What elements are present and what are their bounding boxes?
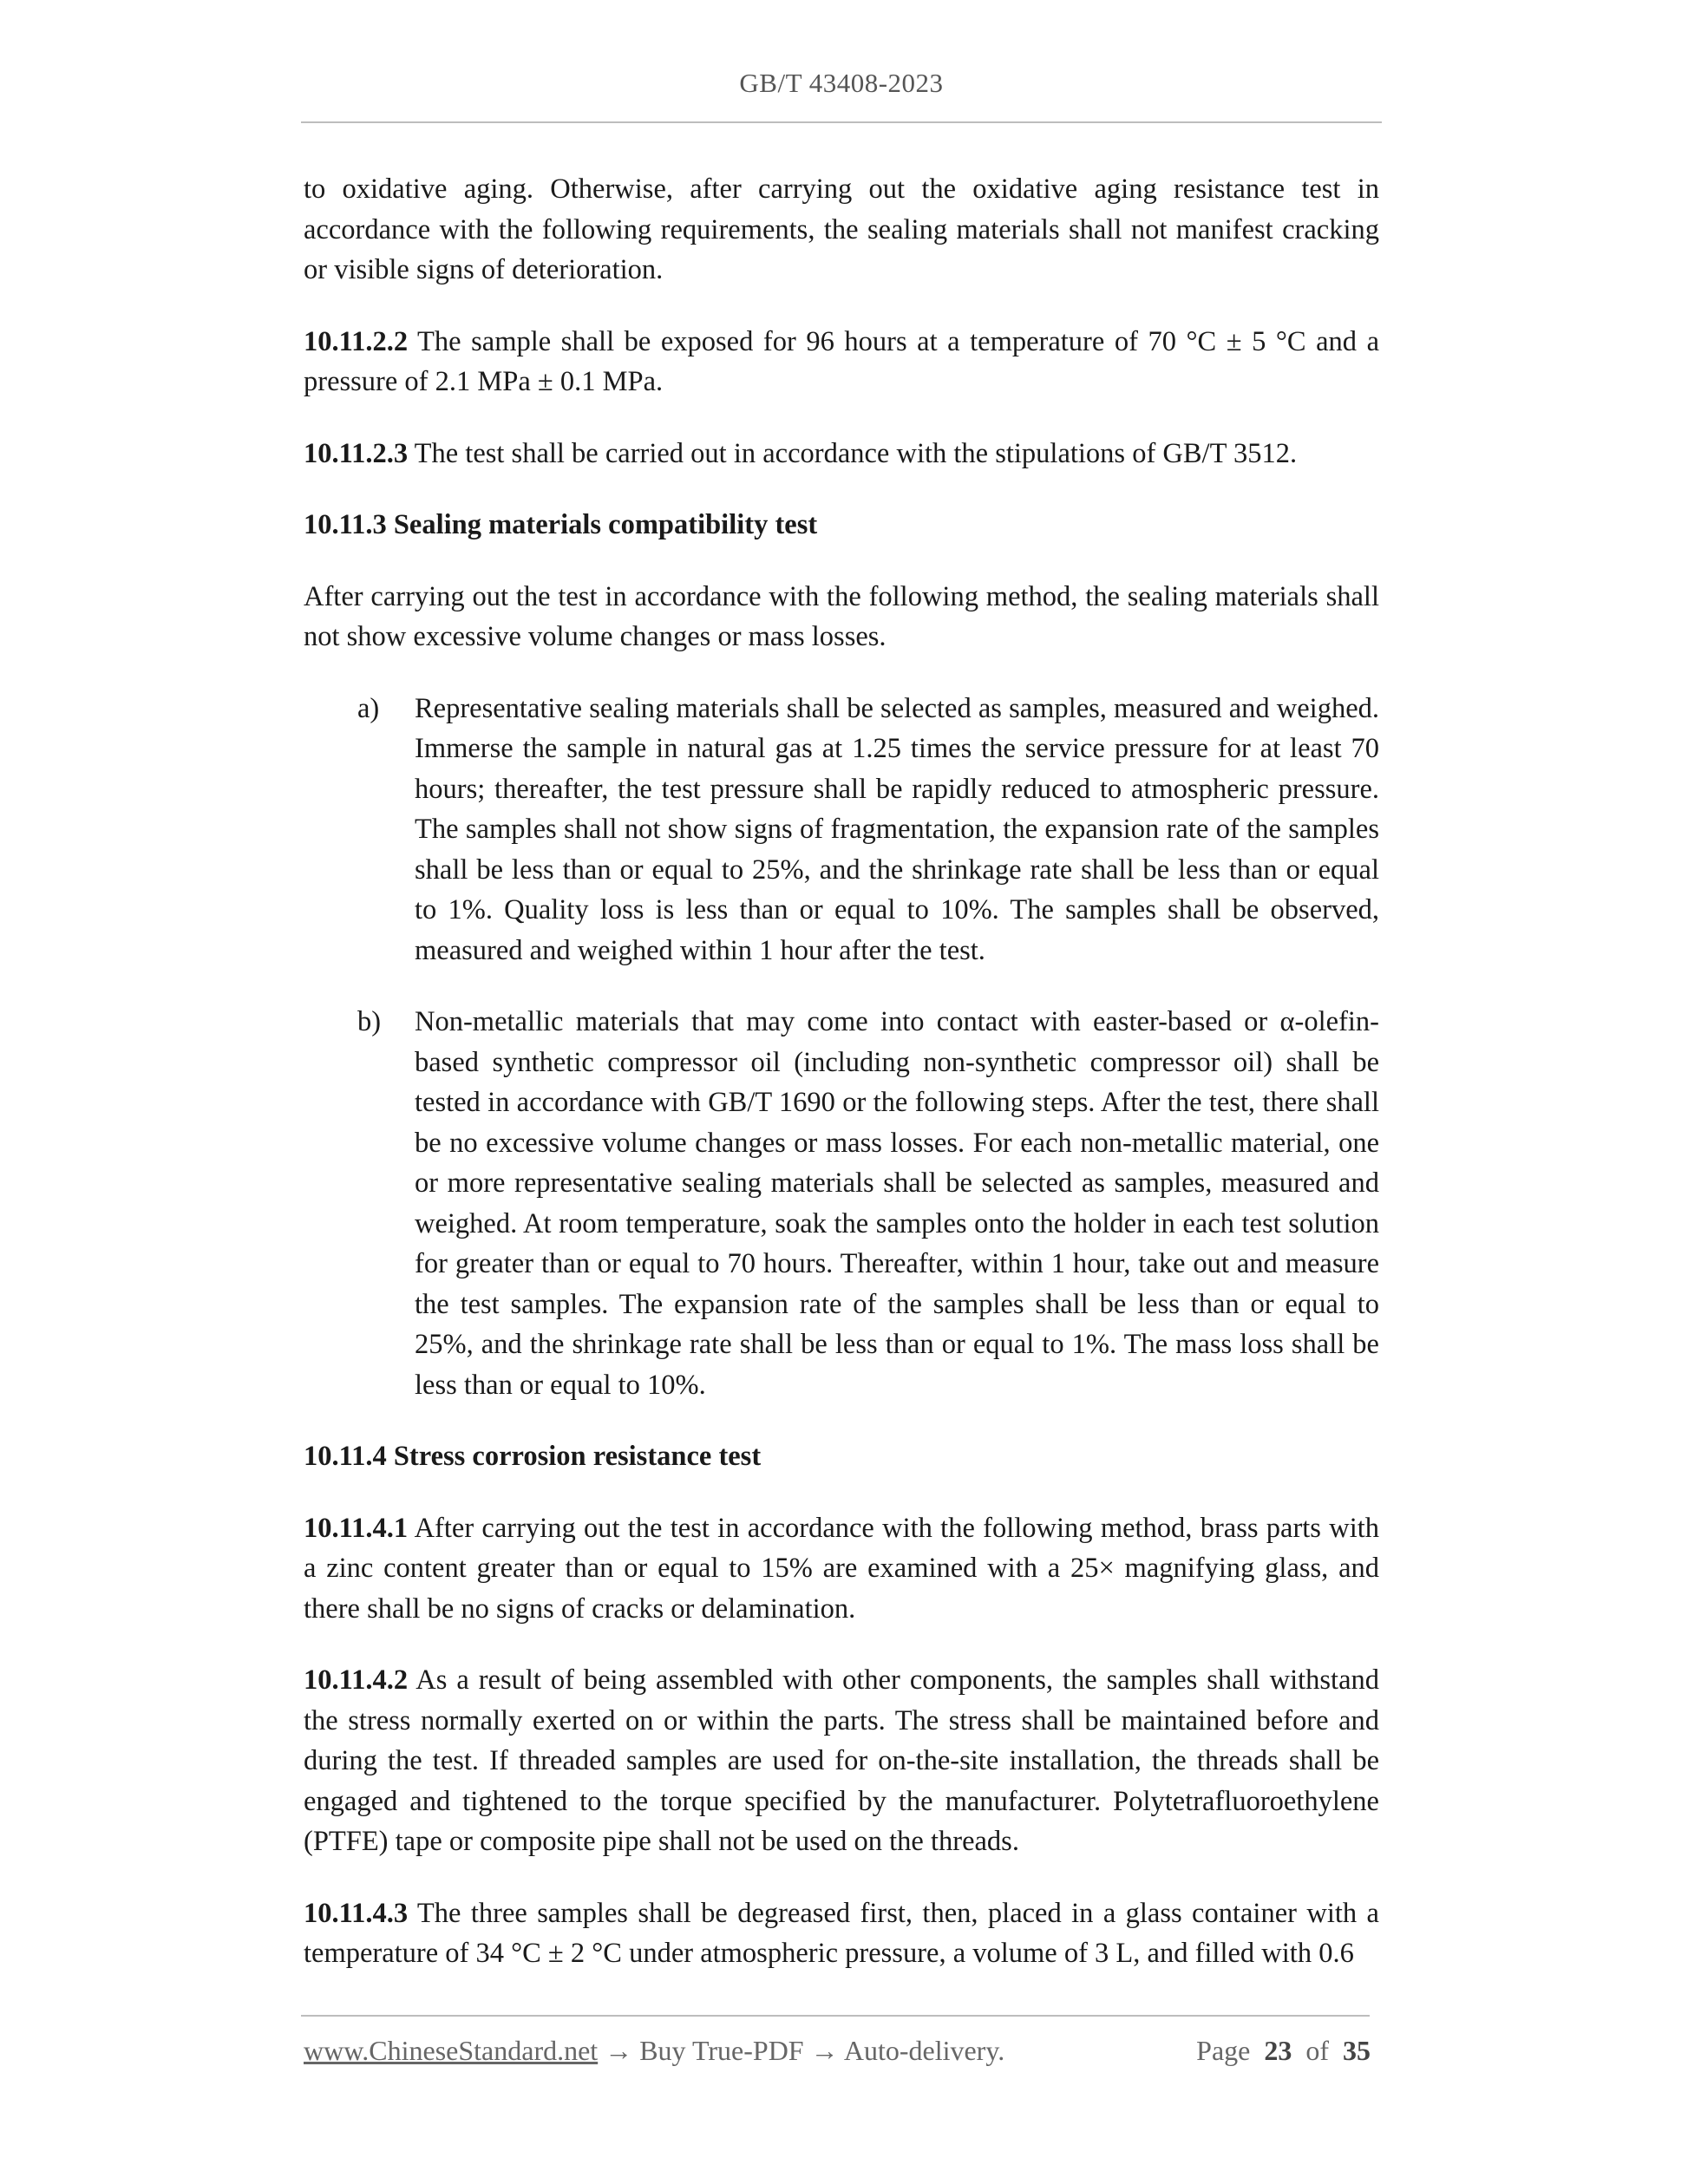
list-item-a [304, 689, 1379, 971]
document-number-header: GB/T 43408-2023 [739, 68, 944, 98]
clause-10-11-4-2 [304, 1660, 1379, 1862]
clause-text: The three samples shall be degreased first, then, placed in a glass container with a temperature of 34 °C ± 2 °C under atmospheric pressure, a volume of 3 L, and filled with 0.6 [304, 1897, 1379, 1969]
clause-number: 10.11.2.2 [304, 325, 409, 357]
list-item-b [304, 1002, 1379, 1405]
website-link[interactable]: www.ChineseStandard.net [304, 2035, 599, 2066]
clause-number: 10.11.2.3 [304, 437, 409, 469]
of-word: of [1305, 2035, 1329, 2066]
total-pages: 35 [1343, 2035, 1371, 2066]
clause-number: 10.11.4.2 [304, 1664, 409, 1696]
page-number: 23 [1264, 2035, 1292, 2066]
footer-left [304, 2035, 1004, 2067]
footer-divider [301, 2015, 1370, 2017]
clause-10-11-2-2 [304, 322, 1379, 402]
page-indicator [1196, 2035, 1371, 2067]
section-heading-10-11-4: 10.11.4 Stress corrosion resistance test [304, 1441, 762, 1472]
clause-text: The sample shall be exposed for 96 hours at a temperature of 70 °C ± 5 °C and a pressure of 2.1 MPa ± 0.1 MPa. [304, 325, 1379, 397]
paragraph-10-11-3: After carrying out the test in accordance with the following method, the sealing materials shall not show excessive volume changes or mass losses. [304, 580, 1379, 652]
clause-number: 10.11.4.3 [304, 1897, 409, 1929]
clause-number: 10.11.4.1 [304, 1512, 409, 1544]
list-marker: a) [357, 692, 380, 724]
document-body [304, 169, 1379, 2005]
section-heading-10-11-3: 10.11.3 Sealing materials compatibility test [304, 509, 818, 540]
page-footer [304, 2035, 1371, 2067]
clause-text: After carrying out the test in accordance with the following method, brass parts with a zinc content greater than or equal to 15% are examined with a 25× magnifying glass, and there shall be no signs of cracks or delamination. [304, 1512, 1379, 1625]
header-divider [301, 121, 1382, 123]
list-marker: b) [357, 1006, 382, 1037]
list-text: Non-metallic materials that may come into contact with easter-based or α-olefin-based synthetic compressor oil (including non-synthetic compressor oil) shall be tested in accordance with GB/T 1690 or the following steps. After the test, there shall be no excessive volume changes or mass losses. For each non-metallic material, one or more representative sealing materials shall be selected as samples, measured and weighed. At room temperature, soak the samples onto the holder in each test solution for greater than or equal to 70 hours. Thereafter, within 1 hour, take out and measure the test samples. The expansion rate of the samples shall be less than or equal to 25%, and the shrinkage rate shall be less than or equal to 1%. The mass loss shall be less than or equal to 10%. [415, 1006, 1379, 1401]
clause-text: As a result of being assembled with other components, the samples shall withstand the stress normally exerted on or within the parts. The stress shall be maintained before and during the test. If threaded samples are used for on-the-site installation, the threads shall be engaged and tightened to the torque specified by the manufacturer. Polytetrafluoroethylene (PTFE) tape or composite pipe shall not be used on the threads. [304, 1664, 1379, 1857]
clause-10-11-2-3 [304, 434, 1379, 474]
paragraph-continued: to oxidative aging. Otherwise, after carrying out the oxidative aging resistance test in accordance with the following requirements, the sealing materials shall not manifest cracking or visible signs of deterioration. [304, 173, 1379, 285]
clause-10-11-4-1 [304, 1508, 1379, 1630]
clause-10-11-4-3 [304, 1893, 1379, 1974]
list-text: Representative sealing materials shall be selected as samples, measured and weighed. Immerse the sample in natural gas at 1.25 times the service pressure for at least 70 hours; thereafter, the test pressure shall be rapidly reduced to atmospheric pressure. The samples shall not show signs of fragmentation, the expansion rate of the samples shall be less than or equal to 25%, and the shrinkage rate shall be less than or equal to 1%. Quality loss is less than or equal to 10%. The samples shall be observed, measured and weighed within 1 hour after the test. [415, 692, 1379, 966]
page-word: Page [1196, 2035, 1251, 2066]
clause-text: The test shall be carried out in accordance with the stipulations of GB/T 3512. [408, 437, 1298, 469]
footer-tagline: → Buy True-PDF → Auto-delivery. [598, 2035, 1005, 2066]
